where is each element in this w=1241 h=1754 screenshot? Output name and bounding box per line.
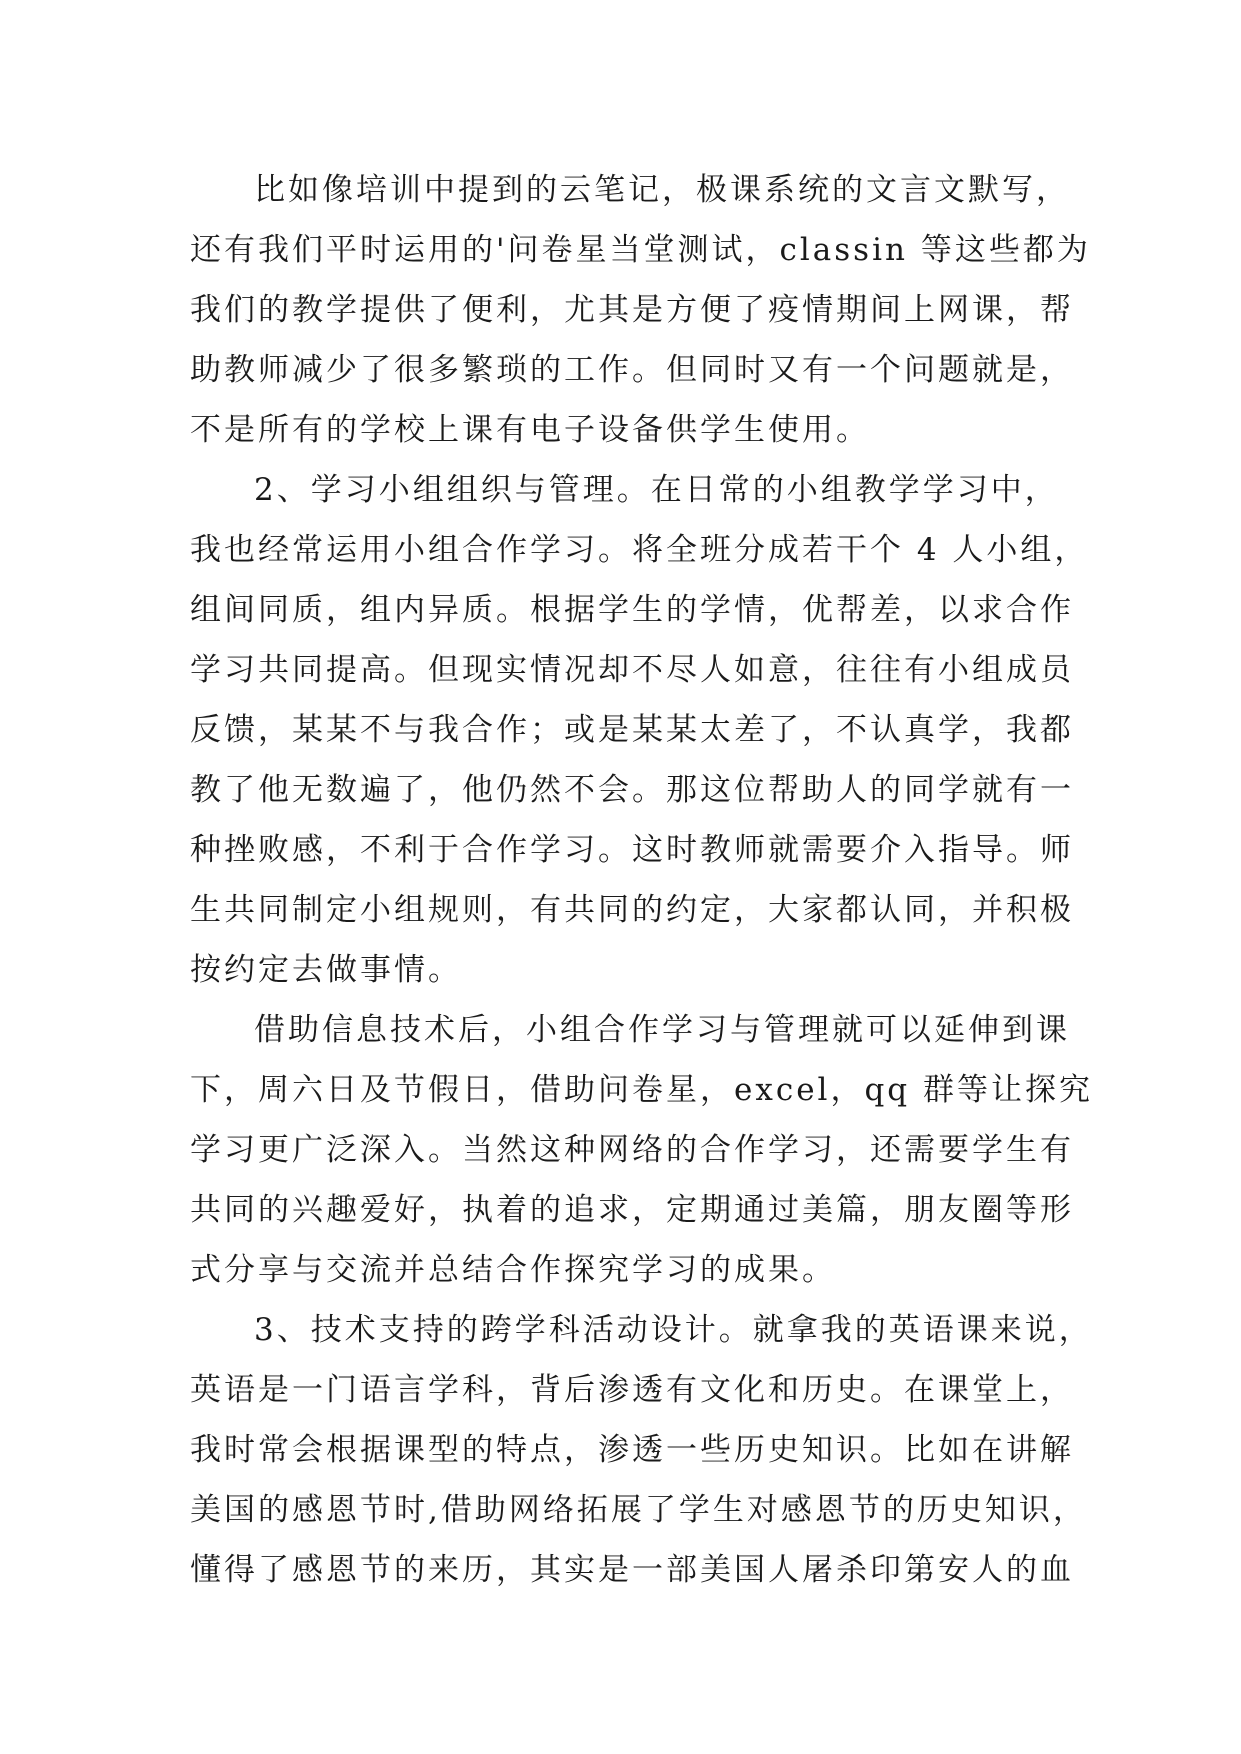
text-line: 比如像培训中提到的云笔记，极课系统的文言文默写，: [254, 172, 1070, 208]
text-line: 懂得了感恩节的来历，其实是一部美国人屠杀印第安人的血: [190, 1552, 1074, 1588]
text-line: 种挫败感，不利于合作学习。这时教师就需要介入指导。师: [190, 832, 1074, 868]
text-line: 学习更广泛深入。当然这种网络的合作学习，还需要学生有: [190, 1132, 1074, 1168]
text-line: 组间同质，组内异质。根据学生的学情，优帮差，以求合作: [190, 592, 1074, 628]
text-line: 还有我们平时运用的'问卷星当堂测试，classin 等这些都为: [190, 232, 1091, 268]
text-line: 借助信息技术后，小组合作学习与管理就可以延伸到课: [254, 1012, 1070, 1048]
text-line: 我们的教学提供了便利，尤其是方便了疫情期间上网课，帮: [190, 292, 1074, 328]
text-line: 3、技术支持的跨学科活动设计。就拿我的英语课来说，: [254, 1312, 1093, 1348]
text-line: 我也经常运用小组合作学习。将全班分成若干个 4 人小组，: [190, 532, 1089, 568]
text-line: 英语是一门语言学科，背后渗透有文化和历史。在课堂上，: [190, 1372, 1074, 1408]
text-line: 教了他无数遍了，他仍然不会。那这位帮助人的同学就有一: [190, 772, 1074, 808]
text-line: 2、学习小组组织与管理。在日常的小组教学学习中，: [254, 472, 1059, 508]
text-line: 下，周六日及节假日，借助问卷星，excel，qq 群等让探究: [190, 1072, 1093, 1108]
text-line: 助教师减少了很多繁琐的工作。但同时又有一个问题就是，: [190, 352, 1074, 388]
text-line: 按约定去做事情。: [190, 952, 462, 988]
text-line: 生共同制定小组规则，有共同的约定，大家都认同，并积极: [190, 892, 1074, 928]
text-line: 不是所有的学校上课有电子设备供学生使用。: [190, 412, 870, 448]
text-line: 反馈，某某不与我合作；或是某某太差了，不认真学，我都: [190, 712, 1074, 748]
text-line: 共同的兴趣爱好，执着的追求，定期通过美篇，朋友圈等形: [190, 1192, 1074, 1228]
text-line: 式分享与交流并总结合作探究学习的成果。: [190, 1252, 836, 1288]
text-line: 美国的感恩节时,借助网络拓展了学生对感恩节的历史知识，: [190, 1492, 1087, 1528]
text-line: 学习共同提高。但现实情况却不尽人如意，往往有小组成员: [190, 652, 1074, 688]
text-line: 我时常会根据课型的特点，渗透一些历史知识。比如在讲解: [190, 1432, 1074, 1468]
